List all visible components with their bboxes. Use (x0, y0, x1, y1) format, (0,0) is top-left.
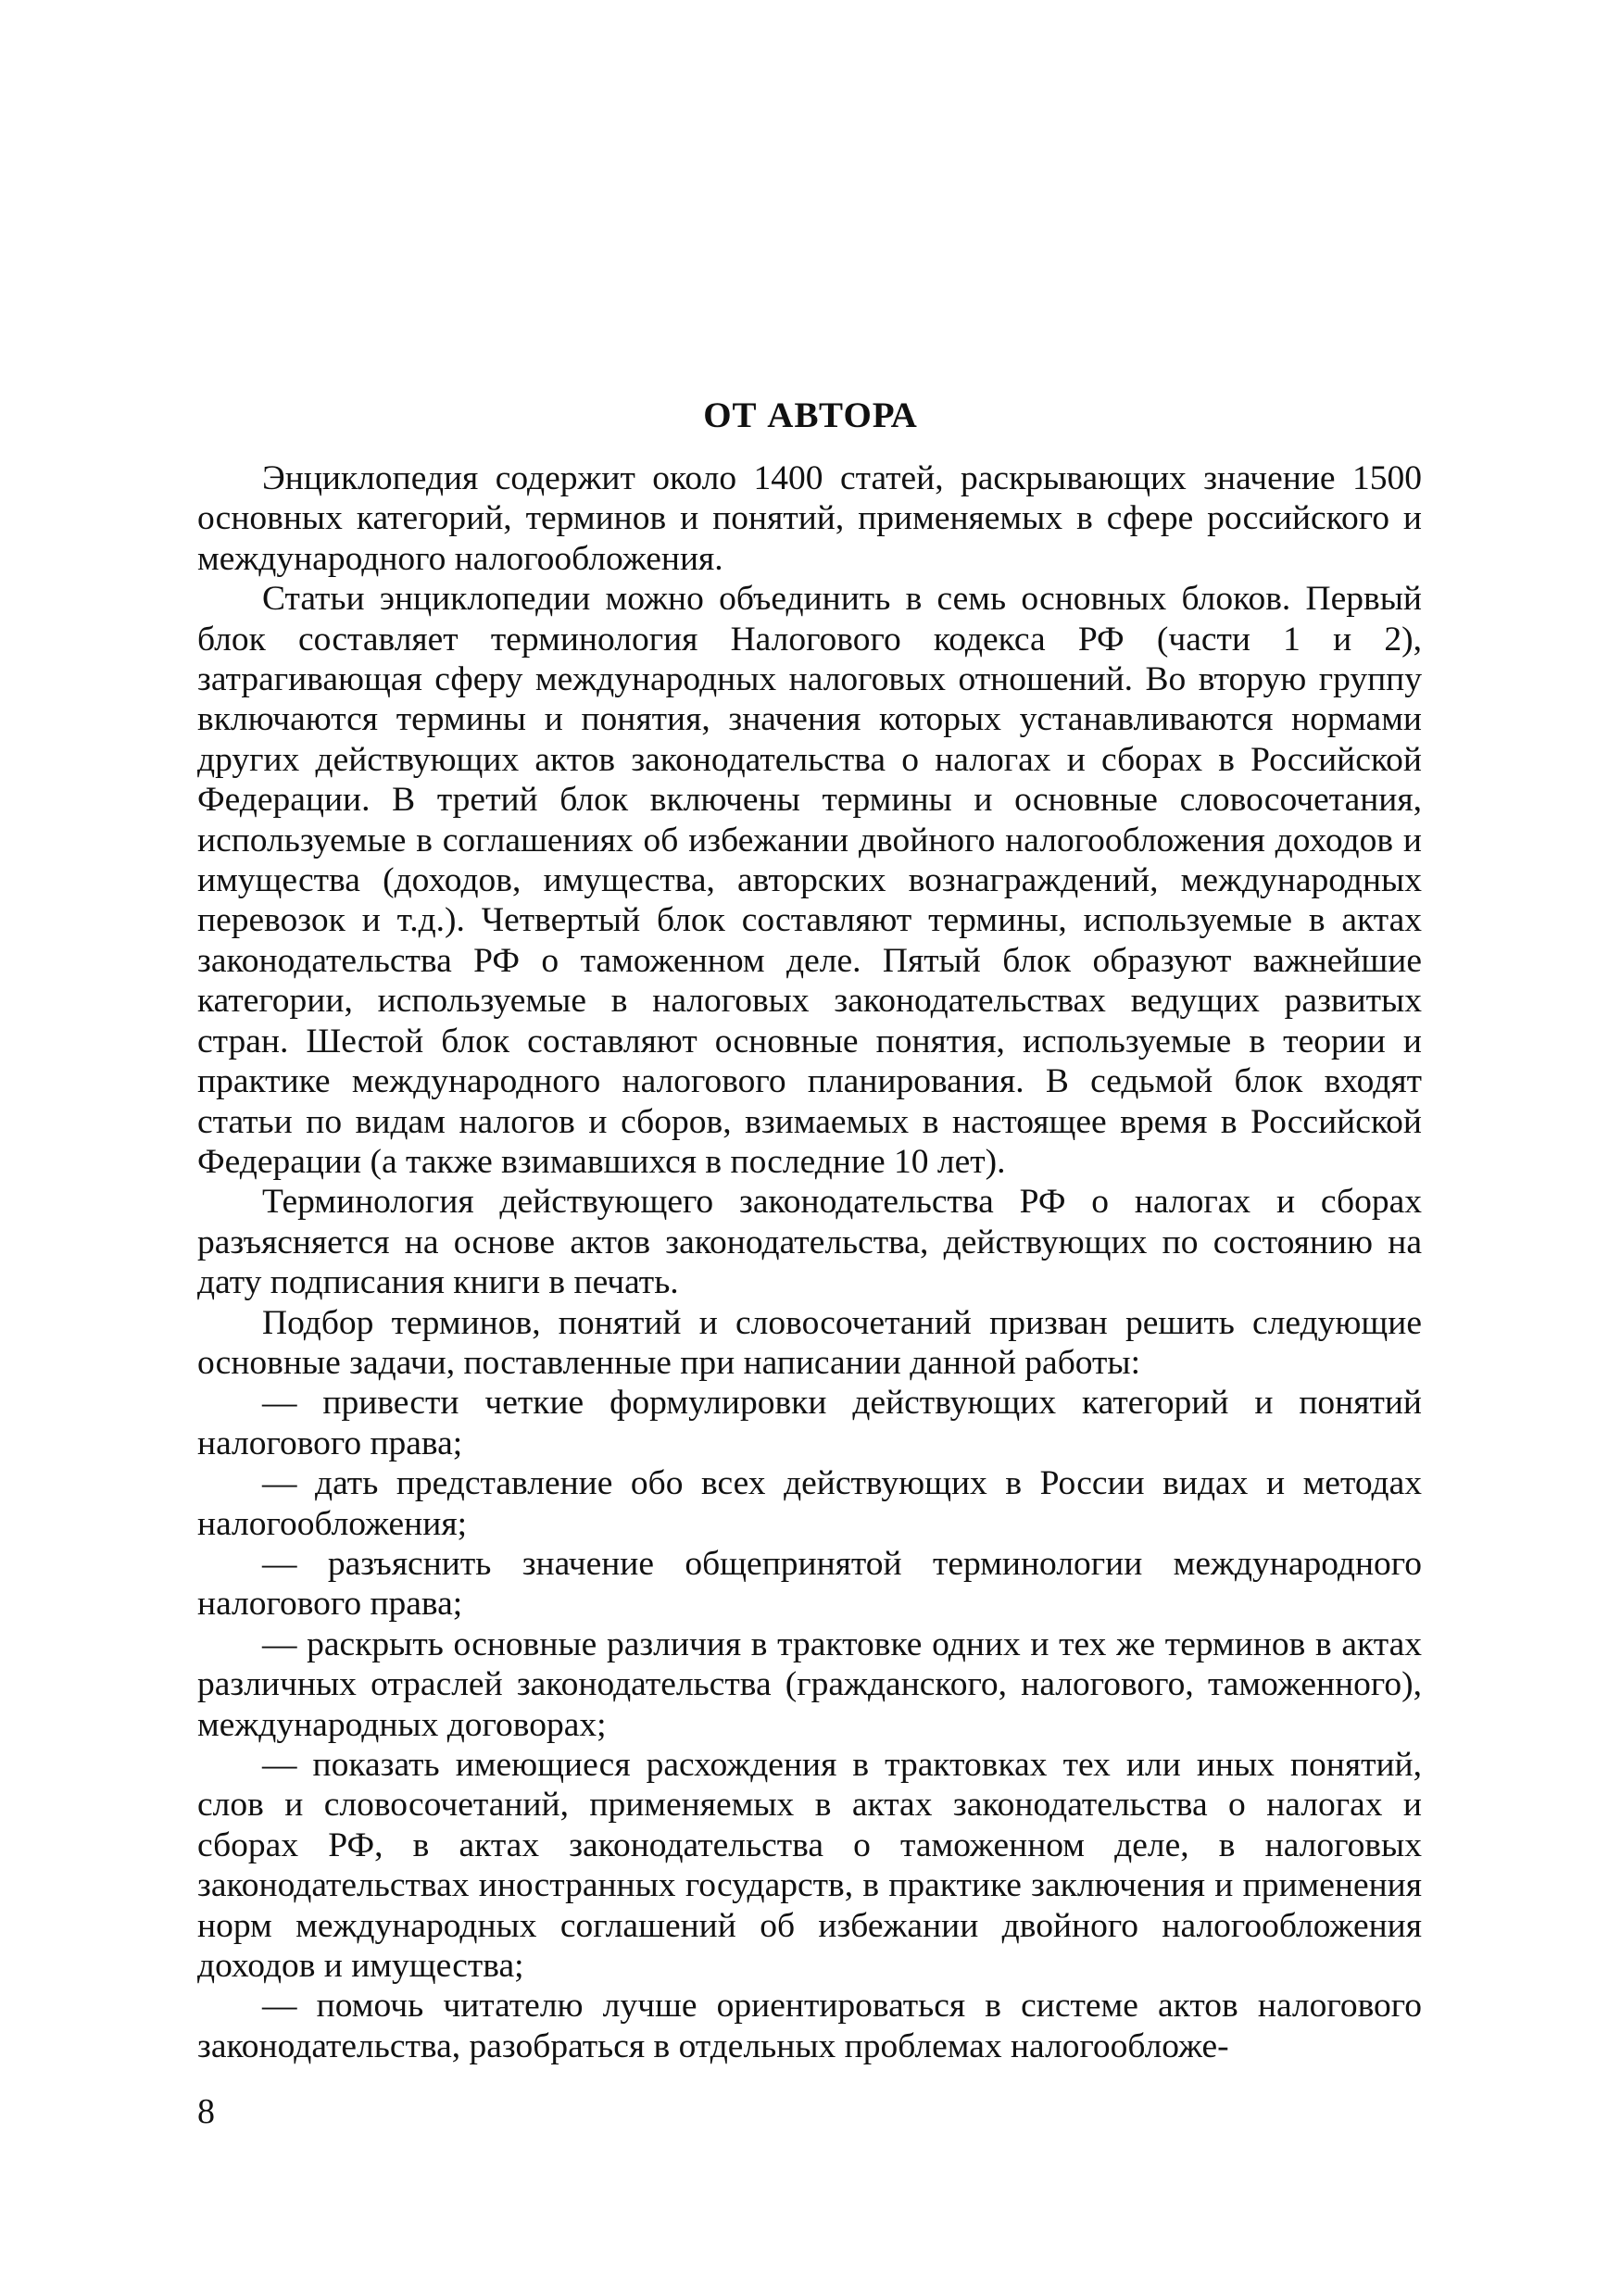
paragraph-terminology: Терминология действующего законодательства РФ о налогах и сборах разъясняется на основе актов законодательства, действующих по состоянию на дату подписания книги в печать. (197, 1183, 1422, 1302)
page-number: 8 (197, 2092, 215, 2131)
list-item-task: — привести четкие формулировки действующих категорий и понятий налогового права; (197, 1384, 1422, 1462)
body-text (197, 458, 1422, 2066)
page-title: ОТ АВТОРА (703, 395, 918, 436)
paragraph-intro: Энциклопедия содержит около 1400 статей, раскрывающих значение 1500 основных категорий, терминов и понятий, применяемых в сфере российского и международного налогообложения. (197, 459, 1422, 578)
list-item-task: — помочь читателю лучше ориентироваться в системе актов налогового законодательства, разобраться в отдельных проблемах налогообложе- (197, 1987, 1422, 2065)
list-item-task: — показать имеющиеся расхождения в трактовках тех или иных понятий, слов и словосочетаний, применяемых в актах законодательства о налогах и сборах РФ, в актах законодательства о таможенном деле, в налоговых законодательствах иностранных государств, в практике заключения и применения норм международных соглашений об избежании двойного налогообложения доходов и имущества; (197, 1746, 1422, 1986)
paragraph-tasks-intro: Подбор терминов, понятий и словосочетаний призван решить следующие основные задачи, поставленные при написании данной работы: (197, 1303, 1422, 1382)
list-item-task: — разъяснить значение общепринятой терминологии международного налогового права; (197, 1544, 1422, 1624)
paragraph-blocks: Статьи энциклопедии можно объединить в семь основных блоков. Первый блок составляет терминология Налогового кодекса РФ (части 1 и 2), затрагивающая сферу международных налоговых отношений. Во вторую группу включаются термины и понятия, значения которых устанавливаются нормами других действующих актов законодательства о налогах и сборах в Российской Федерации. В третий блок включены термины и основные словосочетания, используемые в соглашениях об избежании двойного налогообложения доходов и имущества (доходов, имущества, авторских вознаграждений, международных перевозок и т.д.). Четвертый блок составляют термины, используемые в актах законодательства РФ о таможенном деле. Пятый блок образуют важнейшие категории, используемые в налоговых законодательствах ведущих развитых стран. Шестой блок составляют основные понятия, используемые в теории и практике международного налогового планирования. В седьмой блок входят статьи по видам налогов и сборов, взимаемых в настоящее время в Российской Федерации (а также взимавшихся в последние 10 лет). (197, 580, 1422, 1181)
list-item-task: — раскрыть основные различия в трактовке одних и тех же терминов в актах различных отраслей законодательства (гражданского, налогового, таможенного), международных договорах; (197, 1625, 1422, 1744)
list-item-task: — дать представление обо всех действующих в России видах и методах налогообложения; (197, 1464, 1422, 1543)
